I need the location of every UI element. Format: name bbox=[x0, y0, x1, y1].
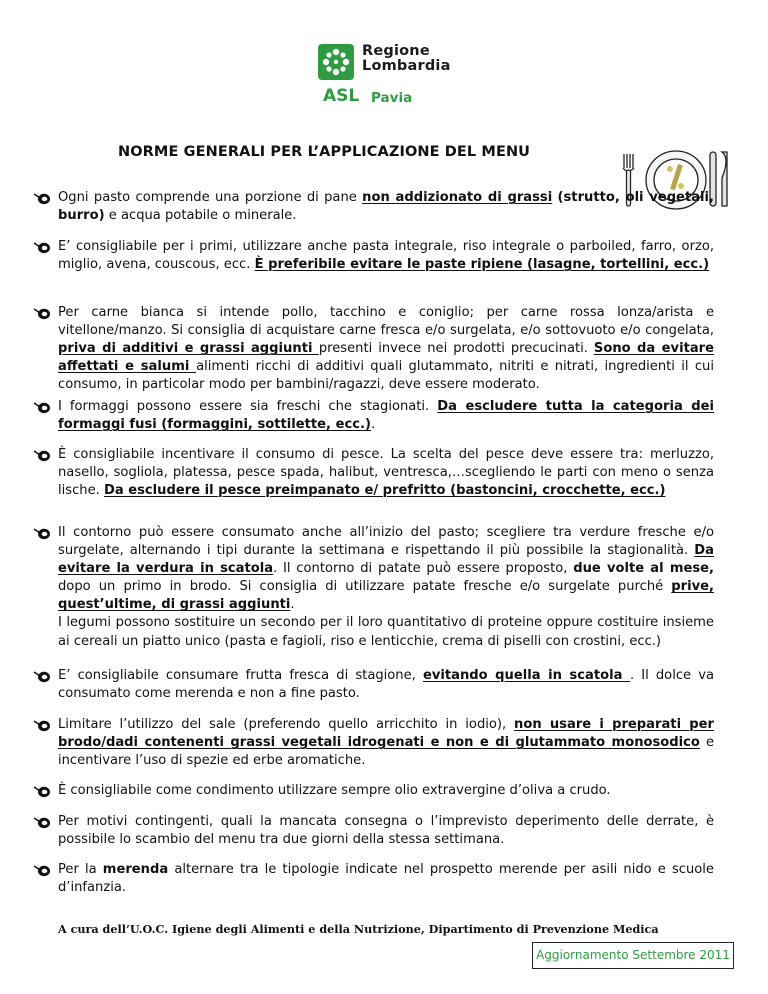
item-text: I formaggi possono essere sia freschi che stagionati. Da escludere tutta la categoria dei formaggi fusi (formaggini, sottilette, ecc.). bbox=[58, 399, 714, 433]
bullet-icon bbox=[33, 670, 51, 683]
list-item-oil bbox=[58, 782, 714, 800]
regione-lombardia-rose-icon bbox=[318, 44, 354, 80]
item-text: Per motivi contingenti, quali la mancata consegna o l’imprevisto deperimento delle derrate, è possibile lo scambio del menu tra due giorni della stessa settimana. bbox=[58, 814, 714, 848]
logo-city: Pavia bbox=[371, 90, 413, 106]
list-item-vegetables bbox=[58, 524, 714, 651]
list-item-salt bbox=[58, 716, 714, 770]
bullet-icon bbox=[33, 816, 51, 829]
list-item-snack bbox=[58, 861, 714, 897]
bullet-icon bbox=[33, 241, 51, 254]
item-text: Limitare l’utilizzo del sale (preferendo quello arricchito in iodio), non usare i preparati per brodo/dadi contenenti grassi vegetali idrogenati e non e di glutammato monosodico e incentivare l’uso di spezie ed erbe aromatiche. bbox=[58, 717, 714, 769]
list-item-fruit bbox=[58, 667, 714, 703]
bullet-icon bbox=[33, 192, 51, 205]
item-text: Per carne bianca si intende pollo, tacchino e coniglio; per carne rossa lonza/arista e vitellone/manzo. Si consiglia di acquistare carne fresca e/o surgelata, e/o sottovuoto e/o congelata, priva di additivi e grassi aggiunti presenti invece nei prodotti precucinati. Sono da evitare affettati e salumi alimenti ricchi di additivi quali glutammato, nitriti e nitrati, ingredienti il cui consumo, in particolar modo per bambini/ragazzi, deve essere moderato. bbox=[58, 305, 714, 393]
item-text: È consigliabile incentivare il consumo di pesce. La scelta del pesce deve essere tra: merluzzo, nasello, sogliola, platessa, pesce spada, halibut, ventresca,…scegliendo le parti con meno o senza lische. Da escludere il pesce preimpanato e/ prefritto (bastoncini, crocchette, ecc.) bbox=[58, 447, 714, 499]
list-item-cheese bbox=[58, 398, 714, 434]
item-text: È consigliabile come condimento utilizzare sempre olio extravergine d’oliva a crudo. bbox=[58, 783, 611, 798]
item-text: E’ consigliabile per i primi, utilizzare anche pasta integrale, riso integrale o parboiled, farro, orzo, miglio, avena, couscous, ecc. È preferibile evitare le paste ripiene (lasagne, tortellini, ecc.) bbox=[58, 239, 714, 273]
logo-region-line1: Regione bbox=[362, 43, 430, 59]
bullet-icon bbox=[33, 527, 51, 540]
logo-region-line2: Lombardia bbox=[362, 58, 451, 74]
list-item-pasta bbox=[58, 238, 714, 274]
item-text: Il contorno può essere consumato anche all’inizio del pasto; scegliere tra verdure fresche e/o surgelate, alternando i tipi durante la settimana e rispettando il più possibile la stagionalità. Da evitare la verdura in scatola. Il contorno di patate può essere proposto, due volte al mese, dopo un primo in brodo. Si consiglia di utilizzare patate fresche e/o surgelate purché prive, quest’ultime, di grassi aggiunti. I legumi possono sostituire un secondo per il loro quantitativo di proteine oppure costituire insieme ai cereali un piatto unico (pasta e fagioli, riso e lenticchie, crema di piselli con crostini, ecc.) bbox=[58, 525, 714, 649]
list-item-fish bbox=[58, 446, 714, 500]
bullet-icon bbox=[33, 401, 51, 414]
bullet-icon bbox=[33, 307, 51, 320]
update-badge: Aggiornamento Settembre 2011 bbox=[532, 942, 734, 969]
logo-region-name bbox=[362, 44, 451, 74]
item-text: Ogni pasto comprende una porzione di pane non addizionato di grassi (strutto, oli vegetali, burro) e acqua potabile o minerale. bbox=[58, 190, 714, 224]
bullet-icon bbox=[33, 864, 51, 877]
page-title: NORME GENERALI PER L’APPLICAZIONE DEL MENU bbox=[118, 144, 531, 160]
item-text: Per la merenda alternare tra le tipologie indicate nel prospetto merende per asili nido e scuole d’infanzia. bbox=[58, 862, 714, 896]
item-text: E’ consigliabile consumare frutta fresca di stagione, evitando quella in scatola . Il dolce va consumato come merenda e non a fine pasto. bbox=[58, 668, 714, 702]
list-item-menu-swap bbox=[58, 813, 714, 849]
list-item-bread bbox=[58, 189, 714, 225]
list-item-meat bbox=[58, 304, 714, 394]
asl-logo bbox=[318, 40, 468, 110]
footer-credit: A cura dell’U.O.C. Igiene degli Alimenti e della Nutrizione, Dipartimento di Prevenzione Medica bbox=[58, 922, 659, 936]
bullet-icon bbox=[33, 449, 51, 462]
bullet-icon bbox=[33, 785, 51, 798]
logo-asl: ASL bbox=[323, 86, 360, 106]
bullet-icon bbox=[33, 719, 51, 732]
